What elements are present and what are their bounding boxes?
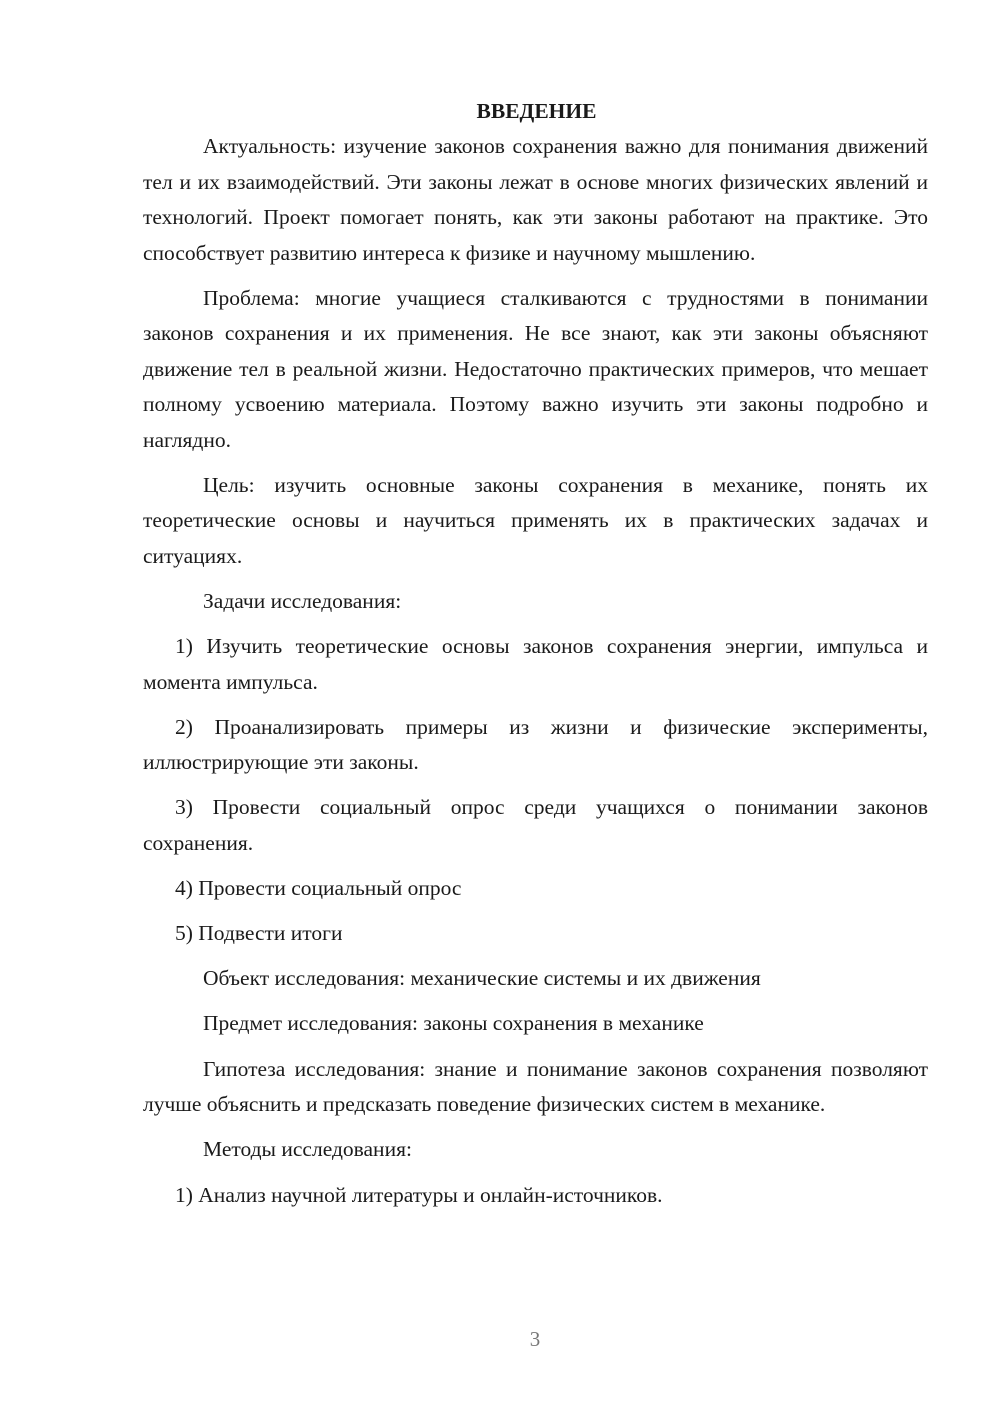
goal-paragraph: Цель: изучить основные законы сохранения в механике, понять их теоретические основы и научиться применять их в практических задачах и ситуациях. bbox=[143, 472, 928, 568]
task-item: 4) Провести социальный опрос bbox=[175, 875, 462, 900]
tasks-heading: Задачи исследования: bbox=[203, 588, 402, 613]
method-item: 1) Анализ научной литературы и онлайн-источников. bbox=[175, 1182, 663, 1207]
task-item: 1) Изучить теоретические основы законов сохранения энергии, импульса и момента импульса. bbox=[143, 634, 928, 694]
methods-heading: Методы исследования: bbox=[203, 1137, 412, 1161]
page-number: 3 bbox=[529, 1327, 541, 1351]
page-content bbox=[143, 94, 928, 1223]
task-item: 5) Подвести итоги bbox=[175, 920, 343, 945]
relevance-paragraph: Актуальность: изучение законов сохранения важно для понимания движений тел и их взаимодействий. Эти законы лежат в основе многих физических явлений и технологий. Проект помогает понять, как эти законы работают на практике. Это способствует развитию интереса к физике и научному мышлению. bbox=[143, 134, 928, 265]
task-item: 3) Провести социальный опрос среди учащихся о понимании законов сохранения. bbox=[143, 795, 928, 855]
subject-paragraph: Предмет исследования: законы сохранения в механике bbox=[203, 1011, 704, 1035]
task-item: 2) Проанализировать примеры из жизни и физические эксперименты, иллюстрирующие эти законы. bbox=[143, 714, 928, 774]
object-paragraph: Объект исследования: механические системы и их движения bbox=[203, 965, 761, 990]
hypothesis-paragraph: Гипотеза исследования: знание и понимание законов сохранения позволяют лучше объяснить и предсказать поведение физических систем в механике. bbox=[143, 1056, 928, 1116]
section-title: ВВЕДЕНИЕ bbox=[476, 99, 597, 123]
problem-paragraph: Проблема: многие учащиеся сталкиваются с трудностями в понимании законов сохранения и их применения. Не все знают, как эти законы объясняют движение тел в реальной жизни. Недостаточно практических примеров, что мешает полному усвоению материала. Поэтому важно изучить эти законы подробно и наглядно. bbox=[143, 285, 928, 452]
